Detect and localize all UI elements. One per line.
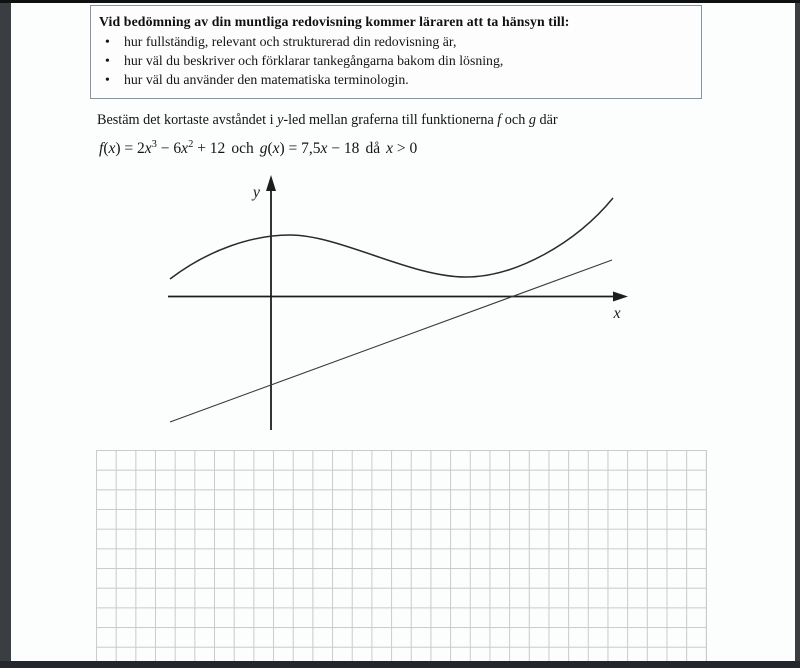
text-segment: ( [103, 140, 109, 158]
problem-statement [97, 112, 558, 129]
text-segment: x [272, 140, 280, 158]
text-segment: ( [267, 140, 273, 158]
assessment-bullet-item [99, 70, 691, 89]
formula-superscript: 3 [151, 139, 157, 150]
text-segment: > 0 [392, 140, 418, 158]
assessment-bullet-text: hur väl du använder den matematiska terminologin. [124, 72, 409, 87]
text-segment: x [144, 140, 152, 158]
text-segment: − 6 [156, 140, 182, 158]
text-segment: och [231, 140, 254, 158]
text-segment: − 18 [327, 140, 360, 158]
viewer-top-edge [0, 0, 800, 3]
text-segment: x [108, 140, 116, 158]
document-page [11, 3, 795, 661]
text-segment: x [181, 140, 189, 158]
assessment-bullet-text: hur fullständig, relevant och strukturerad din redovisning är, [124, 34, 457, 49]
text-segment: ) = 7,5 [279, 140, 321, 158]
formula-superscript: 2 [188, 139, 194, 150]
text-segment: + 12 [193, 140, 226, 158]
assessment-bullet-item [99, 32, 691, 51]
x-axis-arrow-icon [613, 292, 628, 302]
grid-paper [96, 450, 707, 661]
function-graph [150, 170, 640, 440]
text-segment: x [386, 140, 393, 158]
text-segment: då [365, 140, 381, 158]
y-axis-arrow-icon [266, 175, 276, 191]
assessment-title: Vid bedömning av din muntliga redovisning kommer läraren att ta hänsyn till: [99, 14, 570, 29]
text-segment: f [99, 140, 104, 158]
text-segment: och [501, 112, 529, 128]
text-segment: -led mellan graferna till funktionerna [283, 112, 498, 128]
text-segment: g [528, 112, 536, 128]
bullet-icon: • [105, 34, 110, 49]
text-segment: där [535, 112, 558, 128]
y-axis-label: y [252, 184, 260, 201]
bullet-icon: • [105, 72, 110, 87]
text-segment: y [277, 112, 284, 128]
text-segment: x [320, 140, 328, 158]
text-segment: g [259, 140, 268, 158]
line-g [170, 260, 612, 422]
bullet-icon: • [105, 53, 110, 68]
text-segment: ) = 2 [115, 140, 145, 158]
assessment-bullet-text: hur väl du beskriver och förklarar tankegångarna bakom din lösning, [124, 53, 504, 68]
text-segment: f [497, 112, 502, 128]
viewer-bottom-edge [0, 661, 800, 668]
curve-f [170, 198, 613, 279]
x-axis-label: x [613, 305, 621, 322]
problem-formula [99, 139, 417, 158]
assessment-bullet-item [99, 51, 691, 70]
assessment-criteria-box [90, 5, 702, 99]
text-segment: Bestäm det kortaste avståndet i [97, 112, 278, 128]
